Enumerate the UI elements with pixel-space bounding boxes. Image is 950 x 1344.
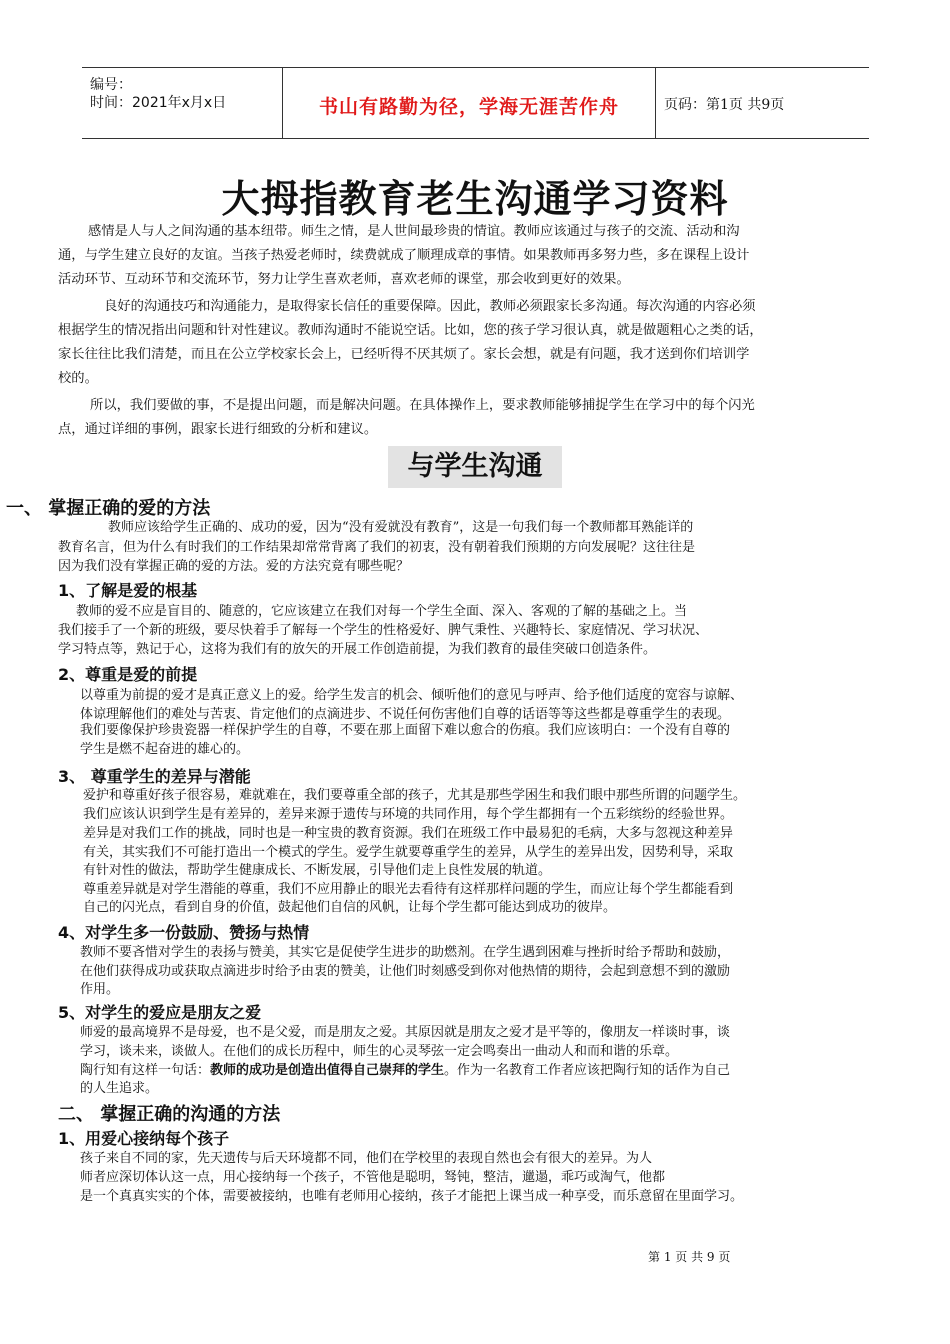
body-line: 有针对性的做法，帮助学生健康成长、不断发展，引导他们走上良性发展的轨道。 — [83, 863, 552, 878]
body-line: 教育名言，但为什么有时我们的工作结果却常常背离了我们的初衷，没有朝着我们预期的方向发展呢？这往往是 — [58, 540, 696, 555]
header-meta-cell — [82, 68, 282, 138]
body-line: 尊重差异就是对学生潜能的尊重，我们不应用静止的眼光去看待有这样那样问题的学生，而应让每个学生都能看到 — [83, 882, 734, 897]
subsection-title: 1、用爱心接纳每个孩子 — [58, 1129, 230, 1148]
body-line: 有关，其实我们不可能打造出一个模式的学生。爱学生就要尊重学生的差异，从学生的差异出发，因势利导，采取 — [83, 845, 734, 860]
header-page-cell — [654, 68, 869, 138]
quote-suffix: 。作为一名教育工作者应该把陶行知的话作为自己 — [444, 1063, 731, 1078]
subsection-title: 5、对学生的爱应是朋友之爱 — [58, 1003, 262, 1022]
part-heading: 二、 掌握正确的沟通的方法 — [58, 1104, 281, 1125]
body-line: 在他们获得成功或获取点滴进步时给予由衷的赞美，让他们时刻感受到你对他热情的期待，会起到意想不到的激励 — [80, 964, 731, 979]
section-heading: 与学生沟通 — [388, 446, 562, 488]
body-line: 我们接手了一个新的班级，要尽快着手了解每一个学生的性格爱好、脾气秉性、兴趣特长、家庭情况、学习状况、 — [58, 623, 709, 638]
header-motto-cell — [282, 68, 656, 138]
body-line: 因为我们没有掌握正确的爱的方法。爱的方法究竟有哪些呢？ — [58, 559, 410, 574]
intro-line: 根据学生的情况指出问题和针对性建议。教师沟通时不能说空话。比如，您的孩子学习很认真，就是做题粗心之类的话， — [58, 323, 763, 338]
subsection-title: 2、尊重是爱的前提 — [58, 665, 198, 684]
document-header — [82, 67, 869, 139]
page-info: 页码：第1页 共9页 — [664, 97, 785, 113]
body-line: 学习特点等，熟记于心，这将为我们有的放矢的开展工作创造前提，为我们教育的最佳突破口创造条件。 — [58, 642, 657, 657]
body-line: 师爱的最高境界不是母爱，也不是父爱，而是朋友之爱。其原因就是朋友之爱才是平等的，像朋友一样谈时事，谈 — [80, 1025, 731, 1040]
body-line: 孩子来自不同的家，先天遗传与后天环境都不同，他们在学校里的表现自然也会有很大的差异。为人 — [80, 1151, 653, 1166]
date-label: 时间：2021年x月x日 — [90, 95, 227, 111]
body-line: 学生是燃不起奋进的雄心的。 — [80, 742, 250, 757]
body-line: 教师应该给学生正确的、成功的爱，因为“没有爱就没有教育”，这是一句我们每一个教师都耳熟能详的 — [108, 520, 694, 535]
page-footer: 第 1 页 共 9 页 — [648, 1250, 731, 1264]
body-line: 以尊重为前提的爱才是真正意义上的爱。给学生发言的机会、倾听他们的意见与呼声、给予他们适度的宽容与谅解、 — [80, 688, 744, 703]
body-line: 教师不要吝惜对学生的表扬与赞美，其实它是促使学生进步的助燃剂。在学生遇到困难与挫折时给予帮助和鼓励， — [80, 945, 731, 960]
quote-line — [80, 1061, 730, 1080]
quote-bold: 教师的成功是创造出值得自己崇拜的学生 — [210, 1063, 445, 1078]
intro-line: 校的。 — [58, 371, 98, 386]
body-line: 的人生追求。 — [80, 1081, 159, 1096]
body-line: 作用。 — [80, 982, 120, 997]
body-line: 自己的闪光点，看到自身的价值，鼓起他们自信的风帆，让每个学生都可能达到成功的彼岸。 — [83, 900, 617, 915]
body-line: 我们应该认识到学生是有差异的，差异来源于遗传与环境的共同作用，每个学生都拥有一个五彩缤纷的经验世界。 — [83, 807, 734, 822]
intro-line: 所以，我们要做的事，不是提出问题，而是解决问题。在具体操作上，要求教师能够捕捉学生在学习中的每个闪光 — [90, 398, 755, 413]
intro-line: 通，与学生建立良好的友谊。当孩子热爱老师时，续费就成了顺理成章的事情。如果教师再多努力些，多在课程上设计 — [58, 248, 750, 263]
intro-line: 活动环节、互动环节和交流环节，努力让学生喜欢老师，喜欢老师的课堂，那会收到更好的效果。 — [58, 272, 630, 287]
body-line: 爱护和尊重好孩子很容易，难就难在，我们要尊重全部的孩子，尤其是那些学困生和我们眼中那些所谓的问题学生。 — [83, 788, 747, 803]
subsection-title: 1、了解是爱的根基 — [58, 581, 198, 600]
number-label: 编号： — [90, 77, 132, 93]
quote-prefix: 陶行知有这样一句话： — [80, 1063, 211, 1078]
body-line: 是一个真真实实的个体，需要被接纳，也唯有老师用心接纳，孩子才能把上课当成一种享受，而乐意留在里面学习。 — [80, 1189, 744, 1204]
motto: 书山有路勤为径，学海无涯苦作舟 — [318, 96, 619, 118]
body-line: 体谅理解他们的难处与苦衷、肯定他们的点滴进步、不说任何伤害他们自尊的话语等等这些都是尊重学生的表现。 — [80, 707, 731, 722]
body-line: 我们要像保护珍贵瓷器一样保护学生的自尊，不要在那上面留下难以愈合的伤痕。我们应该明白：一个没有自尊的 — [80, 723, 731, 738]
body-line: 教师的爱不应是盲目的、随意的，它应该建立在我们对每一个学生全面、深入、客观的了解的基础之上。当 — [76, 604, 688, 619]
intro-line: 点，通过详细的事例，跟家长进行细致的分析和建议。 — [58, 422, 378, 437]
body-line: 学习，谈未来，谈做人。在他们的成长历程中，师生的心灵琴弦一定会鸣奏出一曲动人和而和谐的乐章。 — [80, 1044, 679, 1059]
part-heading: 一、 掌握正确的爱的方法 — [6, 498, 211, 519]
subsection-title: 4、对学生多一份鼓励、赞扬与热情 — [58, 923, 310, 942]
intro-line: 良好的沟通技巧和沟通能力，是取得家长信任的重要保障。因此，教师必须跟家长多沟通。每次沟通的内容必须 — [104, 299, 756, 314]
intro-line: 家长往往比我们清楚，而且在公立学校家长会上，已经听得不厌其烦了。家长会想，就是有问题，我才送到你们培训学 — [58, 347, 750, 362]
subsection-title: 3、 尊重学生的差异与潜能 — [58, 767, 251, 786]
body-line: 师者应深切体认这一点，用心接纳每一个孩子，不管他是聪明，驽钝，整洁，邋遢，乖巧或淘气，他都 — [80, 1170, 666, 1185]
page-title: 大拇指教育老生沟通学习资料 — [221, 177, 729, 221]
intro-line: 感情是人与人之间沟通的基本纽带。师生之情，是人世间最珍贵的情谊。教师应该通过与孩子的交流、活动和沟 — [88, 224, 740, 239]
body-line: 差异是对我们工作的挑战，同时也是一种宝贵的教育资源。我们在班级工作中最易犯的毛病，大多与忽视这种差异 — [83, 826, 734, 841]
